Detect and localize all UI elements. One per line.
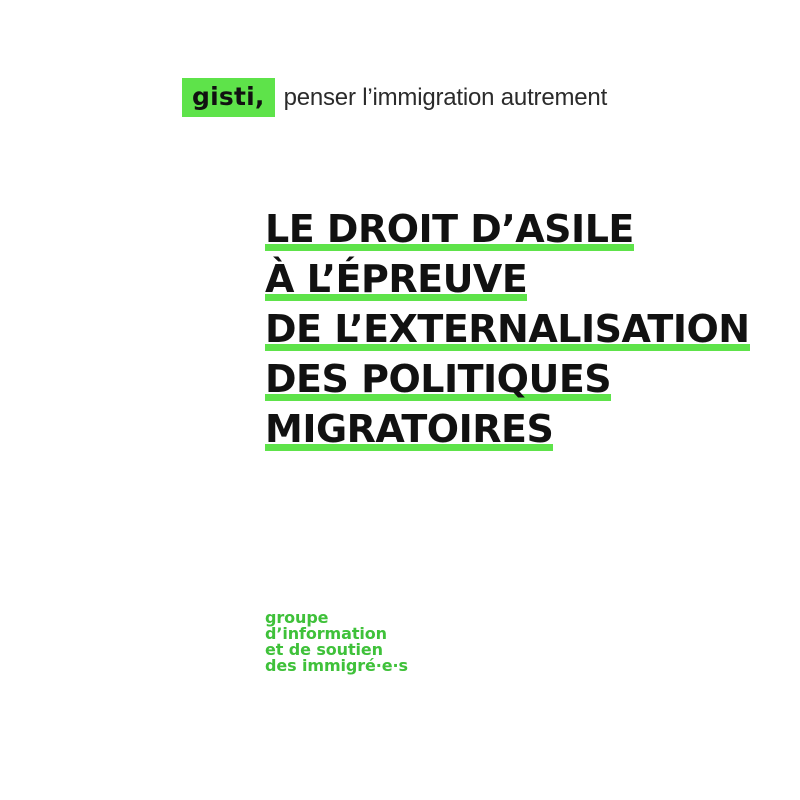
title-line-4: DES POLITIQUES	[265, 357, 612, 401]
wordmark-line-3: et de soutien	[265, 640, 383, 659]
title-line-1: LE DROIT D’ASILE	[265, 207, 634, 251]
gisti-logo: gisti,	[182, 78, 275, 117]
title-line-2: À L’ÉPREUVE	[265, 257, 528, 301]
organisation-wordmark	[265, 610, 408, 674]
wordmark-line-4: des immigré·e·s	[265, 656, 408, 675]
brand-tagline: penser l’immigration autrement	[283, 83, 608, 111]
cover-title	[265, 205, 750, 455]
wordmark-line-2: d’information	[265, 624, 387, 643]
brand-header	[182, 78, 607, 117]
wordmark-line-1: groupe	[265, 608, 329, 627]
title-line-3: DE L’EXTERNALISATION	[265, 307, 750, 351]
title-line-5: MIGRATOIRES	[265, 407, 554, 451]
